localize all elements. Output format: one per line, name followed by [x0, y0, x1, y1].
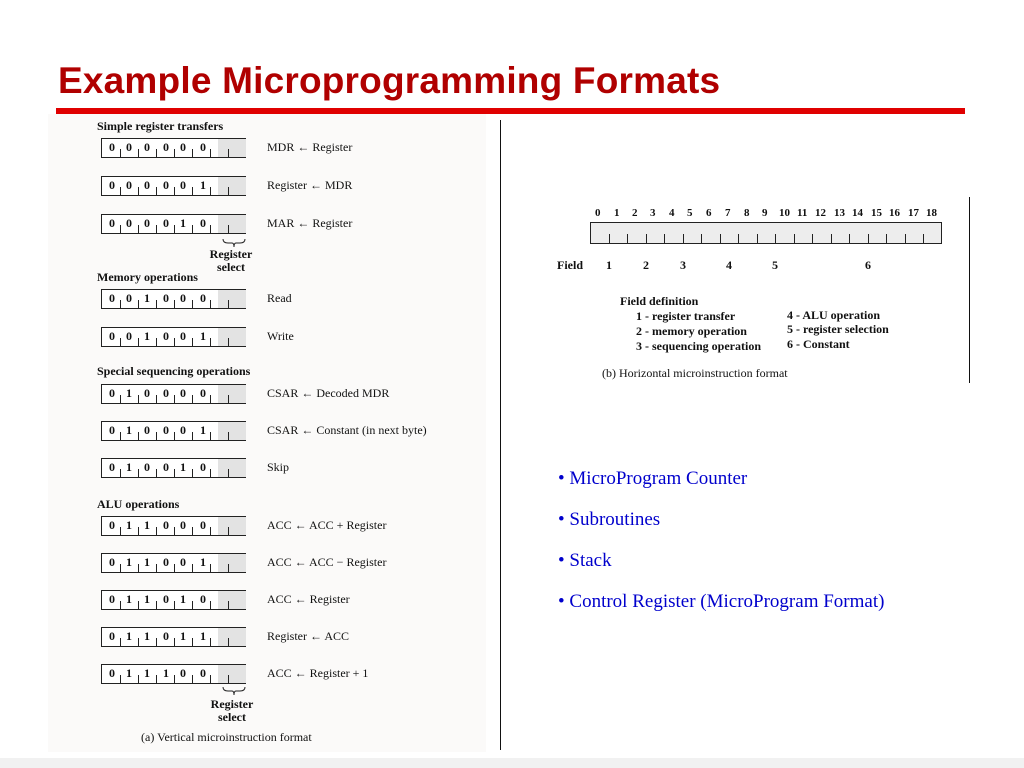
opcode-bit: 0	[180, 329, 186, 343]
bit-divider	[138, 675, 139, 683]
opcode-bit: 0	[163, 592, 169, 606]
opcode-bit: 0	[180, 666, 186, 680]
bit-divider	[228, 527, 229, 535]
bit-divider	[156, 527, 157, 535]
opcode-bit: 0	[200, 216, 206, 230]
bit-divider	[138, 469, 139, 477]
opcode-bit: 1	[200, 555, 206, 569]
opcode-bit: 0	[109, 629, 115, 643]
vertical-format-row	[101, 516, 501, 540]
bit-divider	[609, 234, 610, 243]
opcode-bit: 0	[163, 555, 169, 569]
bullet-text: Subroutines	[569, 509, 661, 530]
horizontal-format-caption: (b) Horizontal microinstruction format	[602, 366, 788, 380]
bit-divider	[120, 187, 121, 195]
opcode-bit: 1	[126, 629, 132, 643]
register-field-shade	[218, 139, 246, 157]
footer-band	[0, 758, 1024, 768]
opcode-bit: 1	[180, 629, 186, 643]
vertical-format-row	[101, 138, 501, 162]
bit-divider	[831, 234, 832, 243]
bit-divider	[156, 225, 157, 233]
opcode-bit: 1	[144, 291, 150, 305]
register-field-shade	[218, 290, 246, 308]
bit-divider	[156, 469, 157, 477]
opcode-bit: 0	[109, 178, 115, 192]
bit-divider	[174, 638, 175, 646]
bit-divider	[120, 338, 121, 346]
vertical-format-row	[101, 664, 501, 688]
bit-divider	[120, 225, 121, 233]
bit-divider	[174, 300, 175, 308]
bullet-item: • Subroutines	[558, 509, 661, 530]
opcode-bit: 0	[200, 518, 206, 532]
opcode-bit: 0	[144, 178, 150, 192]
vertical-format-row	[101, 327, 501, 351]
vertical-format-row	[101, 421, 501, 445]
register-field-shade	[218, 215, 246, 233]
bit-divider	[210, 432, 211, 440]
bit-number: 18	[926, 207, 937, 219]
opcode-bit: 0	[180, 140, 186, 154]
register-field-shade	[218, 328, 246, 346]
operation-description: MDR ← Register	[267, 140, 353, 154]
field-definition-4: 4 - ALU operation	[787, 308, 880, 322]
opcode-bit: 0	[163, 460, 169, 474]
bit-divider	[664, 234, 665, 243]
bit-divider	[192, 432, 193, 440]
bit-divider	[156, 395, 157, 403]
bit-divider	[138, 149, 139, 157]
opcode-bit: 1	[126, 386, 132, 400]
bit-divider	[210, 395, 211, 403]
bit-divider	[192, 300, 193, 308]
bit-divider	[646, 234, 647, 243]
operation-description: Register ← ACC	[267, 629, 350, 643]
opcode-bit: 0	[180, 555, 186, 569]
vertical-format-row	[101, 627, 501, 651]
bit-divider	[138, 564, 139, 572]
register-select-label-bottom: Register select	[210, 697, 254, 724]
horizontal-figure-border	[969, 197, 970, 383]
opcode-bit: 0	[144, 386, 150, 400]
opcode-bit: 1	[126, 666, 132, 680]
opcode-bit: 0	[109, 666, 115, 680]
bit-divider	[683, 234, 684, 243]
operation-description: ACC ← ACC − Register	[267, 555, 387, 569]
bit-divider	[174, 225, 175, 233]
bit-divider	[228, 638, 229, 646]
bit-divider	[228, 469, 229, 477]
bit-divider	[868, 234, 869, 243]
register-field-shade	[218, 385, 246, 403]
opcode-bit: 1	[126, 592, 132, 606]
section-heading-memory-operations: Memory operations	[97, 270, 198, 284]
bit-divider	[738, 234, 739, 243]
bit-divider	[192, 149, 193, 157]
bit-divider	[174, 432, 175, 440]
opcode-bit: 0	[144, 460, 150, 474]
field-number: 5	[772, 258, 778, 272]
opcode-bit: 0	[109, 423, 115, 437]
bit-divider	[138, 187, 139, 195]
opcode-bit: 1	[163, 666, 169, 680]
field-number: 4	[726, 258, 732, 272]
vertical-format-row	[101, 590, 501, 614]
bit-divider	[228, 675, 229, 683]
bit-number: 17	[908, 207, 919, 219]
opcode-bit: 0	[163, 178, 169, 192]
bit-number: 1	[614, 207, 620, 219]
opcode-bit: 0	[200, 460, 206, 474]
bit-divider	[174, 338, 175, 346]
bit-divider	[138, 395, 139, 403]
register-field-shade	[218, 459, 246, 477]
bit-divider	[138, 300, 139, 308]
bit-number: 6	[706, 207, 712, 219]
field-definition-6: 6 - Constant	[787, 337, 850, 351]
bit-divider	[701, 234, 702, 243]
bit-divider	[210, 601, 211, 609]
vertical-format-row	[101, 214, 501, 238]
opcode-bit: 0	[180, 423, 186, 437]
bit-divider	[156, 338, 157, 346]
bit-divider	[210, 300, 211, 308]
bit-divider	[156, 300, 157, 308]
bit-divider	[210, 187, 211, 195]
register-field-shade	[218, 517, 246, 535]
field-number: 2	[643, 258, 649, 272]
bullet-item: • Stack	[558, 550, 612, 571]
bit-number: 0	[595, 207, 601, 219]
bit-divider	[174, 564, 175, 572]
field-number: 1	[606, 258, 612, 272]
bit-divider	[627, 234, 628, 243]
bit-number: 12	[815, 207, 826, 219]
section-heading-alu-operations: ALU operations	[97, 497, 180, 511]
bit-divider	[210, 225, 211, 233]
opcode-bit: 0	[163, 423, 169, 437]
field-definition-5: 5 - register selection	[787, 322, 889, 336]
opcode-bit: 0	[109, 386, 115, 400]
opcode-bit: 1	[144, 555, 150, 569]
bit-divider	[210, 338, 211, 346]
operation-description: CSAR ← Decoded MDR	[267, 386, 390, 400]
opcode-bit: 0	[144, 216, 150, 230]
register-field-shade	[218, 591, 246, 609]
register-field-shade	[218, 554, 246, 572]
opcode-bit: 0	[180, 386, 186, 400]
bit-divider	[192, 469, 193, 477]
bit-divider	[192, 601, 193, 609]
bit-divider	[228, 601, 229, 609]
opcode-bit: 0	[180, 291, 186, 305]
opcode-bit: 0	[126, 291, 132, 305]
section-heading-sequencing-operations: Special sequencing operations	[97, 364, 251, 378]
bit-divider	[192, 564, 193, 572]
bullet-text: Stack	[569, 550, 612, 571]
opcode-bit: 0	[180, 518, 186, 532]
bit-divider	[174, 149, 175, 157]
opcode-bit: 1	[200, 178, 206, 192]
operation-description: Skip	[267, 460, 290, 474]
bit-divider	[192, 187, 193, 195]
bit-divider	[174, 395, 175, 403]
bit-number: 7	[725, 207, 731, 219]
bit-number: 16	[889, 207, 900, 219]
bit-number: 15	[871, 207, 882, 219]
opcode-bit: 0	[163, 291, 169, 305]
operation-description: ACC ← Register + 1	[267, 666, 369, 680]
opcode-bit: 1	[144, 666, 150, 680]
bit-number: 4	[669, 207, 675, 219]
bit-number: 10	[779, 207, 790, 219]
opcode-bit: 0	[109, 518, 115, 532]
opcode-bit: 1	[200, 423, 206, 437]
bit-divider	[120, 149, 121, 157]
bit-divider	[210, 149, 211, 157]
field-definition-title: Field definition	[620, 294, 699, 308]
field-definition-2: 2 - memory operation	[636, 324, 747, 338]
bit-divider	[210, 527, 211, 535]
bit-divider	[192, 675, 193, 683]
opcode-bit: 1	[144, 329, 150, 343]
bit-divider	[228, 564, 229, 572]
bit-divider	[174, 527, 175, 535]
opcode-bit: 0	[109, 291, 115, 305]
bit-divider	[174, 675, 175, 683]
bit-divider	[156, 187, 157, 195]
opcode-bit: 1	[200, 329, 206, 343]
opcode-bit: 1	[200, 629, 206, 643]
opcode-bit: 0	[109, 216, 115, 230]
opcode-bit: 1	[144, 518, 150, 532]
bit-divider	[210, 564, 211, 572]
bit-divider	[849, 234, 850, 243]
bullet-item: • Control Register (MicroProgram Format)	[558, 591, 885, 612]
bit-divider	[794, 234, 795, 243]
bit-divider	[174, 187, 175, 195]
opcode-bit: 1	[144, 629, 150, 643]
bit-divider	[120, 675, 121, 683]
opcode-bit: 0	[163, 140, 169, 154]
opcode-bit: 0	[144, 140, 150, 154]
operation-description: ACC ← Register	[267, 592, 350, 606]
bit-divider	[192, 527, 193, 535]
opcode-bit: 0	[126, 140, 132, 154]
vertical-format-row	[101, 384, 501, 408]
opcode-bit: 1	[126, 555, 132, 569]
opcode-bit: 0	[163, 216, 169, 230]
bit-divider	[120, 300, 121, 308]
bit-divider	[156, 149, 157, 157]
bit-divider	[192, 338, 193, 346]
operation-description: Read	[267, 291, 292, 305]
bit-divider	[210, 469, 211, 477]
opcode-bit: 0	[126, 329, 132, 343]
opcode-bit: 1	[126, 460, 132, 474]
vertical-format-row	[101, 176, 501, 200]
bit-number: 3	[650, 207, 656, 219]
bit-number: 9	[762, 207, 768, 219]
bit-divider	[156, 601, 157, 609]
bit-divider	[228, 395, 229, 403]
opcode-bit: 0	[163, 329, 169, 343]
opcode-bit: 0	[109, 555, 115, 569]
bit-divider	[120, 527, 121, 535]
bit-divider	[174, 601, 175, 609]
bit-divider	[228, 338, 229, 346]
bit-divider	[138, 338, 139, 346]
vertical-format-row	[101, 458, 501, 482]
opcode-bit: 0	[163, 518, 169, 532]
bit-divider	[120, 395, 121, 403]
register-field-shade	[218, 422, 246, 440]
opcode-bit: 0	[144, 423, 150, 437]
opcode-bit: 0	[200, 386, 206, 400]
register-field-shade	[218, 628, 246, 646]
bit-divider	[156, 432, 157, 440]
bit-divider	[923, 234, 924, 243]
field-definition-1: 1 - register transfer	[636, 309, 736, 323]
operation-description: CSAR ← Constant (in next byte)	[267, 423, 427, 437]
field-number: 3	[680, 258, 686, 272]
register-field-shade	[218, 177, 246, 195]
bit-divider	[120, 601, 121, 609]
opcode-bit: 1	[126, 518, 132, 532]
bit-divider	[138, 432, 139, 440]
bit-divider	[156, 638, 157, 646]
opcode-bit: 0	[109, 460, 115, 474]
bit-divider	[228, 187, 229, 195]
bit-divider	[120, 564, 121, 572]
bit-number: 13	[834, 207, 845, 219]
bit-divider	[757, 234, 758, 243]
bit-divider	[120, 432, 121, 440]
register-select-label-top: Register select	[209, 247, 253, 274]
opcode-bit: 1	[144, 592, 150, 606]
field-definition-3: 3 - sequencing operation	[636, 339, 762, 353]
bit-divider	[886, 234, 887, 243]
bit-number: 14	[852, 207, 863, 219]
opcode-bit: 1	[180, 460, 186, 474]
horizontal-microinstruction-box	[590, 222, 942, 244]
bit-divider	[210, 638, 211, 646]
vertical-format-row	[101, 553, 501, 577]
operation-description: ACC ← ACC + Register	[267, 518, 387, 532]
bit-divider	[228, 225, 229, 233]
opcode-bit: 0	[200, 140, 206, 154]
operation-description: Register ← MDR	[267, 178, 353, 192]
slide-title: Example Microprogramming Formats	[58, 60, 721, 101]
opcode-bit: 0	[126, 178, 132, 192]
bit-divider	[905, 234, 906, 243]
bit-divider	[120, 469, 121, 477]
bit-divider	[192, 225, 193, 233]
bit-divider	[720, 234, 721, 243]
opcode-bit: 0	[180, 178, 186, 192]
opcode-bit: 0	[200, 592, 206, 606]
bit-divider	[210, 675, 211, 683]
opcode-bit: 0	[109, 592, 115, 606]
opcode-bit: 1	[180, 216, 186, 230]
register-field-shade	[218, 665, 246, 683]
opcode-bit: 1	[126, 423, 132, 437]
bit-divider	[228, 432, 229, 440]
bit-divider	[192, 395, 193, 403]
vertical-format-caption: (a) Vertical microinstruction format	[141, 730, 312, 744]
bit-divider	[812, 234, 813, 243]
opcode-bit: 1	[180, 592, 186, 606]
bit-number: 11	[797, 207, 808, 219]
bit-divider	[138, 601, 139, 609]
bit-divider	[775, 234, 776, 243]
bullet-list	[558, 468, 884, 632]
bit-divider	[120, 638, 121, 646]
bit-divider	[192, 638, 193, 646]
bit-divider	[138, 527, 139, 535]
bit-divider	[138, 225, 139, 233]
bit-number: 8	[744, 207, 750, 219]
opcode-bit: 0	[163, 386, 169, 400]
vertical-format-row	[101, 289, 501, 313]
bullet-text: MicroProgram Counter	[569, 468, 748, 489]
bit-number: 5	[687, 207, 693, 219]
bit-divider	[138, 638, 139, 646]
field-label: Field	[557, 258, 583, 272]
bit-number: 2	[632, 207, 638, 219]
bit-divider	[228, 300, 229, 308]
opcode-bit: 0	[109, 140, 115, 154]
bullet-item: • MicroProgram Counter	[558, 468, 748, 489]
opcode-bit: 0	[163, 629, 169, 643]
opcode-bit: 0	[200, 666, 206, 680]
bit-divider	[156, 675, 157, 683]
bit-divider	[228, 149, 229, 157]
bit-divider	[156, 564, 157, 572]
register-select-brace-bottom	[222, 686, 246, 696]
field-number: 6	[865, 258, 871, 272]
operation-description: MAR ← Register	[267, 216, 353, 230]
section-heading-register-transfers: Simple register transfers	[97, 119, 224, 133]
opcode-bit: 0	[126, 216, 132, 230]
bit-divider	[174, 469, 175, 477]
opcode-bit: 0	[109, 329, 115, 343]
operation-description: Write	[267, 329, 294, 343]
opcode-bit: 0	[200, 291, 206, 305]
bullet-text: Control Register (MicroProgram Format)	[569, 591, 885, 612]
